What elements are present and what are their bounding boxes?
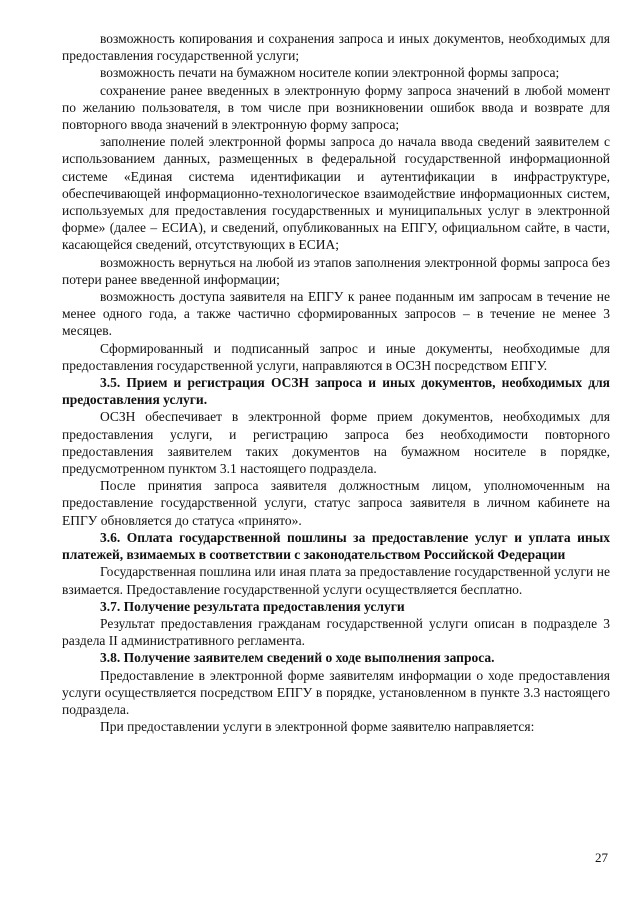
paragraph-save-values: сохранение ранее введенных в электронную форму запроса значений в любой момент по желанию пользователя, в том числе при возникновении ошибок ввода и возврате для повторного ввода значений в электронную форму запроса; — [62, 82, 610, 133]
paragraph-print: возможность печати на бумажном носителе копии электронной формы запроса; — [100, 65, 560, 81]
paragraph-oszn-reception: ОСЗН обеспечивает в электронной форме прием документов, необходимых для предоставления услуги, и регистрацию запроса без необходимости повторного предоставления заявителем таких документов на бумажном носителе в порядке, предусмотренном пунктом 3.1 настоящего подраздела. — [62, 409, 610, 477]
paragraph-return-steps: возможность вернуться на любой из этапов заполнения электронной формы запроса без потери ранее введенной информации; — [62, 254, 610, 287]
heading-3-8: 3.8. Получение заявителем сведений о ходе выполнения запроса. — [100, 650, 495, 666]
page-number: 27 — [595, 850, 608, 865]
paragraph-result: Результат предоставления гражданам государственной услуги описан в подразделе 3 раздела II административного регламента. — [62, 615, 610, 649]
paragraph-esia-autofill: заполнение полей электронной формы запроса до начала ввода сведений заявителем с использованием данных, размещенных в федеральной государственной информационной системе «Единая система идентификации и аутентификации в инфраструктуре, обеспечивающей информационно-технологическое взаимодействие информационных систем, используемых для предоставления государственных и муниципальных услуг в электронной форме» (далее – ЕСИА), и сведений, опубликованных на ЕПГУ, официальном сайте, в части, касающейся сведений, отсутствующих в ЕСИА; — [62, 134, 610, 253]
paragraph-access-requests: возможность доступа заявителя на ЕПГУ к ранее поданным им запросам в течение не менее одного года, а также частично сформированных запросов – в течение не менее 3 месяцев. — [62, 289, 610, 339]
paragraph-fee: Государственная пошлина или иная плата за предоставление государственной услуги не взимается. Предоставление государственной услуги осуществляется бесплатно. — [62, 564, 610, 597]
document-page — [62, 30, 610, 735]
paragraph-progress-info: Предоставление в электронной форме заявителям информации о ходе предоставления услуги осуществляется посредством ЕПГУ в порядке, установленном в пункте 3.3 настоящего подраздела. — [62, 667, 610, 717]
paragraph-submission: Сформированный и подписанный запрос и иные документы, необходимые для предоставления государственной услуги, направляются в ОСЗН посредством ЕПГУ. — [62, 340, 610, 373]
heading-3-6: 3.6. Оплата государственной пошлины за предоставление услуг и уплата иных платежей, взимаемых в соответствии с законодательством Российской Федерации — [62, 529, 610, 563]
paragraph-copy-save: возможность копирования и сохранения запроса и иных документов, необходимых для предоставления государственной услуги; — [62, 31, 610, 64]
paragraph-notification: При предоставлении услуги в электронной форме заявителю направляется: — [100, 719, 535, 735]
heading-3-7: 3.7. Получение результата предоставления услуги — [100, 598, 405, 614]
heading-3-5: 3.5. Прием и регистрация ОСЗН запроса и иных документов, необходимых для предоставления услуги. — [62, 375, 610, 408]
paragraph-status-accepted: После принятия запроса заявителя должностным лицом, уполномоченным на предоставление государственной услуги, статус запроса заявителя в личном кабинете на ЕПГУ обновляется до статуса «принято». — [62, 478, 610, 528]
